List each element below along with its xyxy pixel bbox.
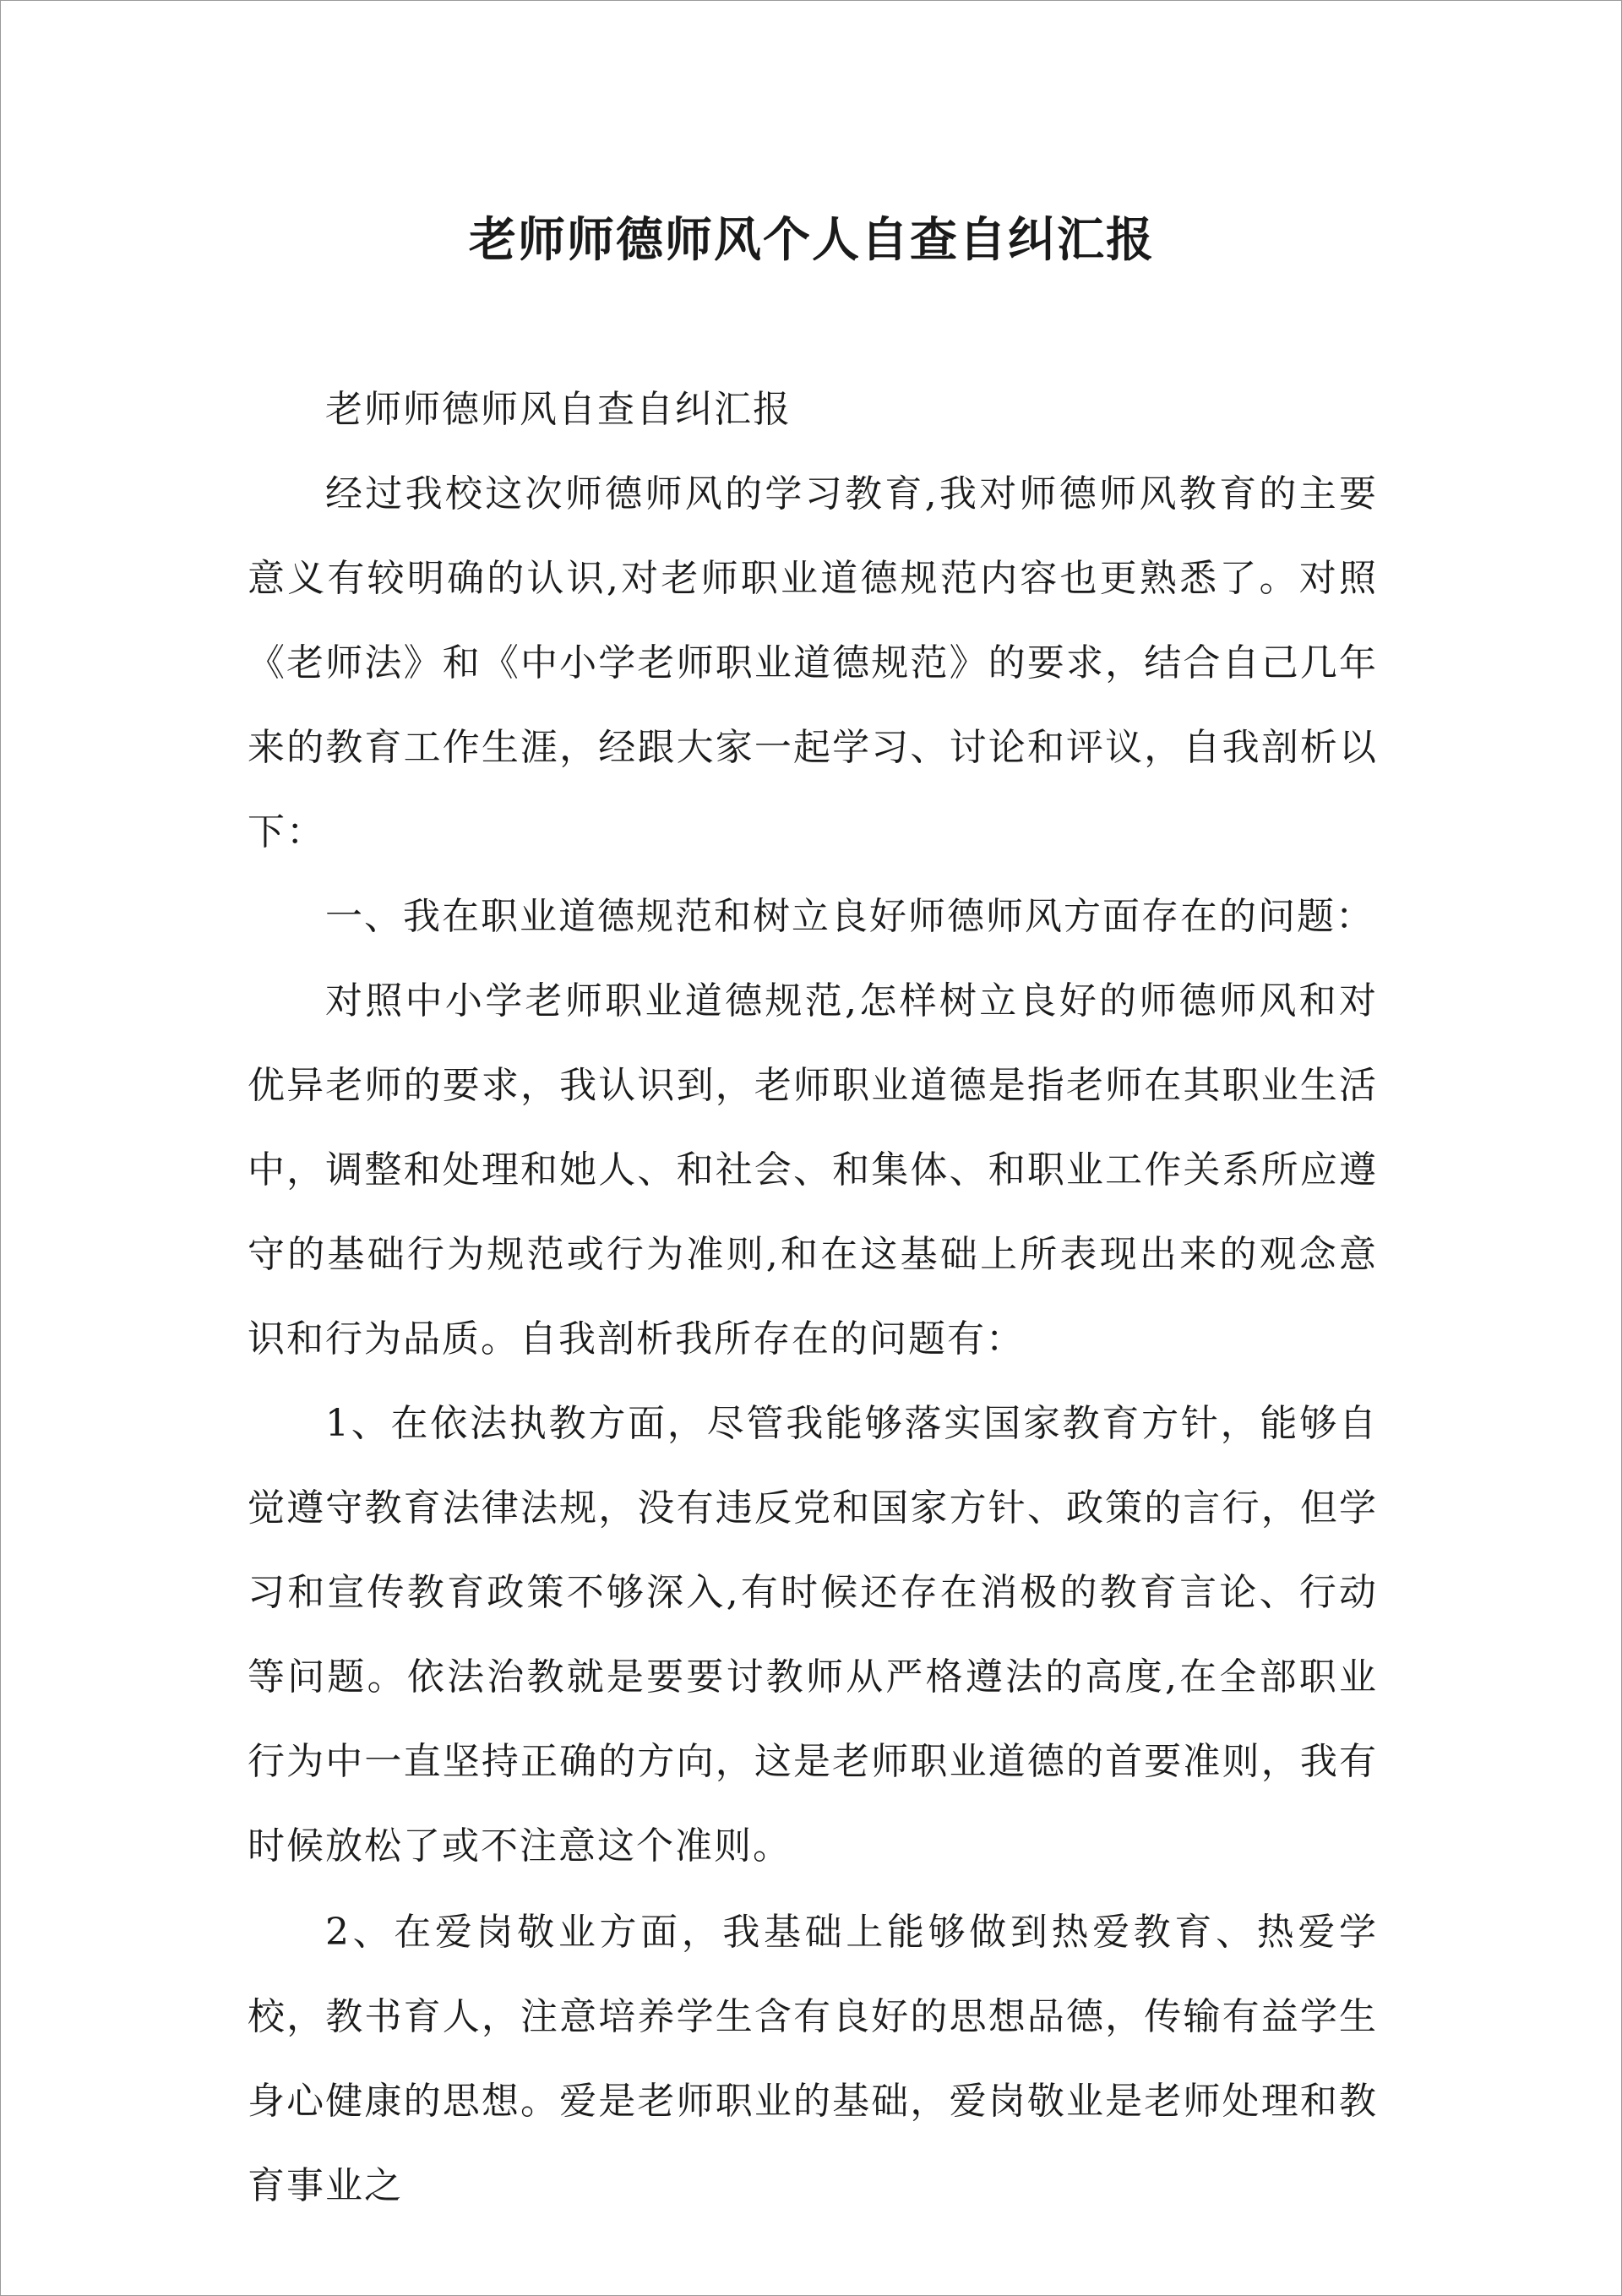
body-paragraph: 2、在爱岗敬业方面，我基础上能够做到热爱教育、热爱学校，教书育人，注意培养学生含有良好的思想品德，传输有益学生身心健康的思想。爱是老师职业的基础，爱岗敬业是老师处理和教育事业之 [248,1911,1378,2207]
subtitle-paragraph: 老师师德师风自查自纠汇报 [325,388,792,431]
body-paragraph: 1、在依法执教方面，尽管我能够落实国家教育方针，能够自觉遵守教育法律法规，没有违反党和国家方针、政策的言行，但学习和宣传教育政策不够深入,有时候还存在消极的教育言论、行动等问题。依法治教就是要要讨教师从严格遵法的高度,在全部职业行为中一直坚持正确的方向，这是老师职业道德的首要准则，我有时候放松了或不注意这个准则。 [248,1402,1378,1868]
intro-paragraph: 经过我校这次师德师风的学习教育,我对师德师风教育的主要意义有较明确的认识,对老师职业道德规范内容也更熟悉了。对照《老师法》和《中小学老师职业道德规范》的要求，结合自己几年来的教育工作生涯，经跟大家一起学习、讨论和评议，自我剖析以下： [248,472,1378,854]
section-heading-1: 一、我在职业道德规范和树立良好师德师风方面存在的问题： [325,895,1374,938]
document-title: 老师师德师风个人自查自纠汇报 [469,212,1155,268]
document-body [248,368,1378,2228]
body-paragraph: 对照中小学老师职业道德规范,怎样树立良好的师德师风和对优异老师的要求，我认识到，老师职业道德是指老师在其职业生活中，调整和处理和她人、和社会、和集体、和职业工作关系所应遵守的基础行为规范或行为准则,和在这基础上所表现出来的观念意识和行为品质。自我剖析我所存在的问题有： [248,979,1378,1361]
